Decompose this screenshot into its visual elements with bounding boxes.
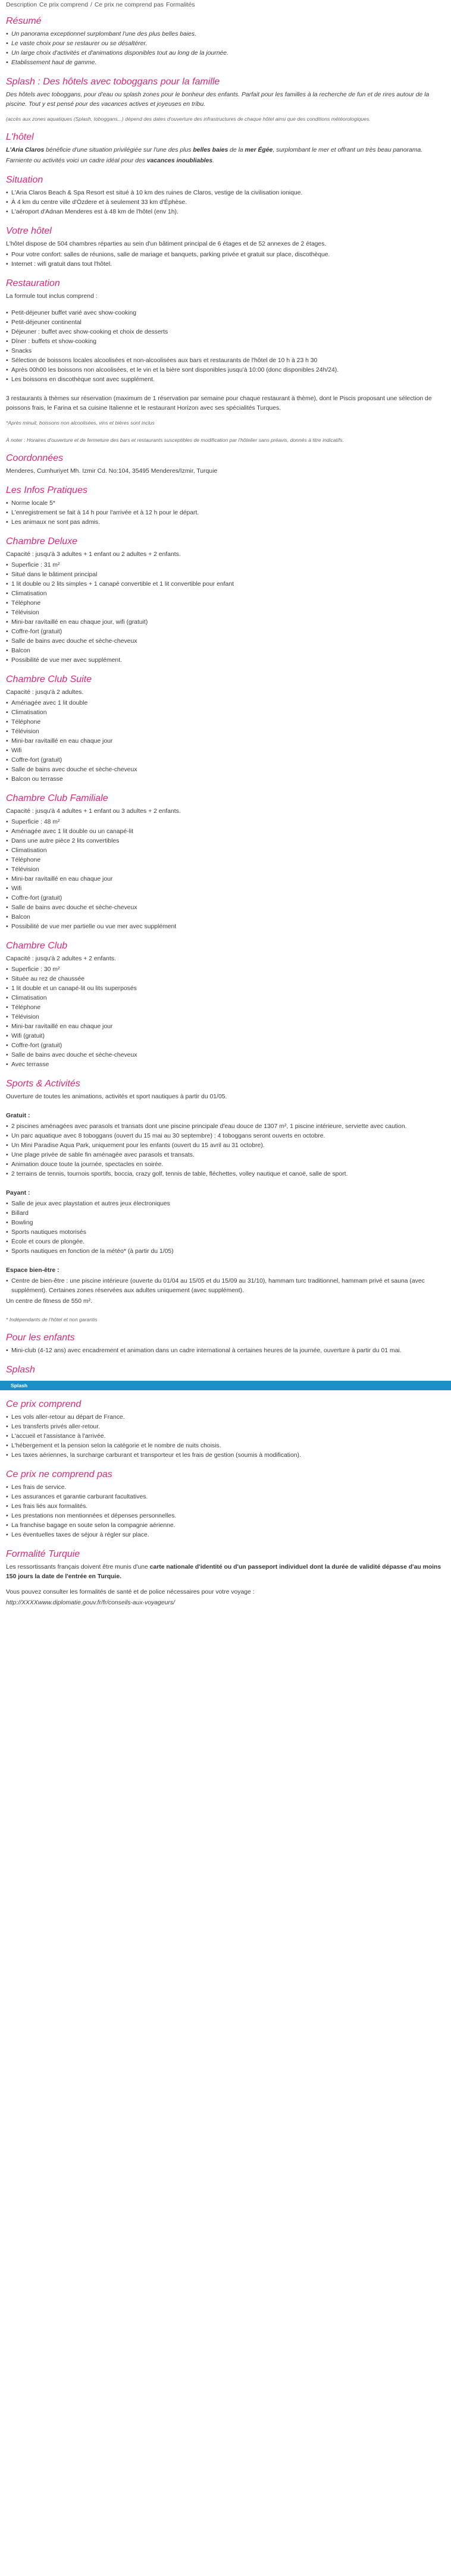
section-title-votre-hotel: Votre hôtel (6, 226, 52, 236)
sports-gratuit-list (6, 1122, 445, 1179)
splash-note: (accès aux zones aquatiques (Splash, toboggans...) dépend des dates d'ouverture des infrastructures de chaque hôtel ainsi que des conditions météorologiques. (6, 116, 371, 122)
section-title-deluxe: Chambre Deluxe (6, 536, 78, 546)
restauration-note-1: *Après minuit, boissons non alcoolisées, vins et bières sont inclus (6, 420, 155, 426)
restauration-list (6, 309, 445, 385)
enfants-list (6, 1346, 445, 1356)
club-capacite: Capacité : jusqu'à 2 adultes + 2 enfants. (6, 956, 116, 962)
list-item: • 1 lit double et un canapé-lit ou lits superposés (6, 984, 445, 994)
list-item: • Située au rez de chaussée (6, 975, 445, 984)
infos-list (6, 499, 445, 527)
list-item: • Avec terrasse (6, 1060, 445, 1070)
votre-hotel-list (6, 250, 445, 269)
sports-gratuit-label: Gratuit : (6, 1113, 30, 1119)
list-item: • La franchise bagage en soute selon la compagnie aérienne. (6, 1521, 445, 1531)
list-item: • Les animaux ne sont pas admis. (6, 518, 445, 527)
list-item: • Centre de bien-être : une piscine intérieure (ouverte du 01/04 au 15/05 et du 15/09 au 31/10), hammam turc traditionnel, hammam privé et sauna (avec supplément). Certaines zones réservées aux adultes uniquement (avec supplément). (6, 1277, 445, 1296)
list-item: • Superficie : 48 m² (6, 818, 445, 827)
list-item: • Balcon ou terrasse (6, 775, 445, 784)
section-title-restauration: Restauration (6, 278, 60, 288)
list-item: • Les prestations non mentionnées et dépenses personnelles. (6, 1512, 445, 1521)
section-title-coordonnees: Coordonnées (6, 453, 64, 463)
list-item: • Mini-bar ravitaillé en eau chaque jour, wifi (gratuit) (6, 618, 445, 627)
list-item: • Dîner : buffets et show-cooking (6, 337, 445, 347)
section-title-splash: Splash : Des hôtels avec toboggans pour la famille (6, 77, 220, 87)
restauration-intro: La formule tout inclus comprend : (6, 293, 98, 300)
hotel-text-2: Farniente ou activités voici un cadre idéal pour des vacances inoubliables. (6, 158, 215, 164)
section-title-formalite: Formalité Turquie (6, 1549, 80, 1559)
list-item: • L'aéroport d'Adnan Menderes est à 48 km de l'hôtel (env 1h). (6, 208, 445, 217)
formalite-url-link[interactable]: http://XXXXwww.diplomatie.gouv.fr/fr/conseils-aux-voyageurs/ (6, 1600, 175, 1606)
list-item: • 2 piscines aménagées avec parasols et transats dont une piscine principale d'eau douce de 1307 m², 1 piscine intérieure, serviette avec caution. (6, 1122, 445, 1132)
list-item: • Dans une autre pièce 2 lits convertibles (6, 837, 445, 846)
sports-note: * Indépendants de l'hôtel et non garantis (6, 1317, 98, 1322)
list-item: • Possibilité de vue mer partielle ou vue mer avec supplément (6, 922, 445, 932)
list-item: • Wifi (6, 746, 445, 756)
list-item: • À 4 km du centre ville d'Özdere et à seulement 33 km d'Éphèse. (6, 198, 445, 208)
section-title-ne-comprend-pas: Ce prix ne comprend pas (6, 1469, 112, 1479)
list-item: • Un Mini Paradise Aqua Park, uniquement pour les enfants (ouvert du 15 avril au 31 octobre). (6, 1141, 445, 1151)
list-item: • Petit-déjeuner continental (6, 318, 445, 328)
list-item: • Les vols aller-retour au départ de France. (6, 1413, 445, 1422)
list-item: • Un large choix d'activités et d'animations disponibles tout au long de la journée. (6, 49, 445, 58)
list-item: • Mini-club (4-12 ans) avec encadrement et animation dans un cadre international à certaines heures de la journée, ouverture à partir du 01 mai. (6, 1346, 445, 1356)
list-item: • Aménagée avec 1 lit double ou un canapé-lit (6, 827, 445, 837)
list-item: • Téléphone (6, 856, 445, 865)
list-item: • Snacks (6, 347, 445, 356)
section-title-club: Chambre Club (6, 941, 68, 951)
tab-splash[interactable]: Splash (11, 1383, 28, 1388)
list-item: • Salle de bains avec douche et sèche-cheveux (6, 1051, 445, 1060)
list-item: • Superficie : 31 m² (6, 561, 445, 570)
list-item: • Télévision (6, 1013, 445, 1022)
section-title-splash-theme: Splash (6, 1365, 35, 1375)
list-item: • Télévision (6, 608, 445, 618)
list-item: • Salle de bains avec douche et sèche-cheveux (6, 637, 445, 646)
list-item: • Déjeuner : buffet avec show-cooking et choix de desserts (6, 328, 445, 337)
formalite-link[interactable] (6, 1598, 445, 1608)
list-item: • Les éventuelles taxes de séjour à régler sur place. (6, 1531, 445, 1540)
list-item: • Les transferts privés aller-retour. (6, 1422, 445, 1432)
list-item: • Internet : wifi gratuit dans tout l'hôtel. (6, 260, 445, 269)
list-item: • Coffre-fort (gratuit) (6, 1041, 445, 1051)
ne-comprend-pas-list (6, 1483, 445, 1540)
list-item: • Téléphone (6, 718, 445, 727)
situation-list (6, 189, 445, 217)
list-item: • Après 00h00 les boissons non alcoolisées, et le vin et la bière sont disponibles jusqu'à 10:00 (donc disponibles 24h/24). (6, 366, 445, 375)
list-item: • Climatisation (6, 708, 445, 718)
list-item: • Climatisation (6, 846, 445, 856)
tab-formalites[interactable]: Formalités (165, 2, 195, 8)
hotel-text: L'Aria Claros bénéficie d'une situation privilégiée sur l'une des plus belles baies de la mer Égée, surplombant le mer et offrant un très beau panorama. (6, 147, 423, 153)
list-item: • Pour votre confort: salles de réunions, salle de mariage et banquets, parking privée et gratuit sur place, discothèque. (6, 250, 445, 260)
list-item: • Mini-bar ravitaillé en eau chaque jour (6, 737, 445, 746)
resume-list (6, 30, 445, 68)
list-item: • Coffre-fort (gratuit) (6, 627, 445, 637)
list-item: • L'Aria Claros Beach & Spa Resort est situé à 10 km des ruines de Claros, vestige de la civilisation ionique. (6, 189, 445, 198)
list-item: • Coffre-fort (gratuit) (6, 756, 445, 765)
splash-text: Des hôtels avec toboggans, pour d'eau ou splash zones pour le bonheur des enfants. Parfait pour les familles à la recherche de fun et de rires autour de la piscine. Tout y est pensé pour des vacances actives et joyeuses en tribu. (6, 92, 430, 108)
list-item: • Superficie : 30 m² (6, 965, 445, 975)
list-item: • Situé dans le bâtiment principal (6, 570, 445, 580)
list-item: • Coffre-fort (gratuit) (6, 894, 445, 903)
list-item: • Salle de jeux avec playstation et autres jeux électroniques (6, 1199, 445, 1209)
list-item: • Mini-bar ravitaillé en eau chaque jour (6, 875, 445, 884)
list-item: • Les boissons en discothèque sont avec supplément. (6, 375, 445, 385)
coordonnees-address: Menderes, Cumhuriyet Mh. Izmir Cd. No:104, 35495 Menderes/Izmir, Turquie (6, 468, 218, 475)
list-item: • Les assurances et garantie carburant facultatives. (6, 1493, 445, 1502)
list-item: • Aménagée avec 1 lit double (6, 699, 445, 708)
list-item: • Climatisation (6, 589, 445, 599)
section-title-infos: Les Infos Pratiques (6, 485, 87, 495)
sports-bien-etre-list (6, 1277, 445, 1296)
list-item: • L'enregistrement se fait à 14 h pour l'arrivée et à 12 h pour le départ. (6, 508, 445, 518)
list-item: • Billard (6, 1209, 445, 1218)
sports-intro: Ouverture de toutes les animations, activités et sport nautiques à partir du 01/05. (6, 1094, 227, 1100)
club-familiale-list (6, 818, 445, 932)
tab-ce-prix-comprend[interactable]: Ce prix comprend (39, 2, 88, 8)
list-item: • Téléphone (6, 599, 445, 608)
deluxe-capacite: Capacité : jusqu'à 3 adultes + 1 enfant ou 2 adultes + 2 enfants. (6, 551, 181, 558)
list-item: • Bowling (6, 1218, 445, 1228)
list-item: • Télévision (6, 865, 445, 875)
list-item: • Climatisation (6, 994, 445, 1003)
list-item: • Possibilité de vue mer avec supplément. (6, 656, 445, 665)
section-title-hotel: L'hôtel (6, 132, 34, 142)
tab-separator: / (90, 2, 92, 8)
list-item: • Un parc aquatique avec 8 toboggans (ouvert du 15 mai au 30 septembre) : 4 toboggans seront ouverts en octobre. (6, 1132, 445, 1141)
sports-bien-etre-label: Espace bien-être : (6, 1267, 59, 1274)
list-item: • Télévision (6, 727, 445, 737)
list-item: • Le vaste choix pour se restaurer ou se désaltérer. (6, 39, 445, 49)
tab-ce-prix-ne-comprend-pas[interactable]: Ce prix ne comprend pas (94, 2, 164, 8)
section-title-club-suite: Chambre Club Suite (6, 674, 92, 684)
votre-hotel-text: L'hôtel dispose de 504 chambres réparties au sein d'un bâtiment principal de 6 étages et de 52 annexes de 2 étages. (6, 241, 327, 247)
list-item: • 2 terrains de tennis, tournois sportifs, boccia, crazy golf, tennis de table, fléchettes, volley nautique et canoë, salle de sport. (6, 1170, 445, 1179)
list-item: • Salle de bains avec douche et sèche-cheveux (6, 903, 445, 913)
deluxe-list (6, 561, 445, 665)
sports-payant-list (6, 1199, 445, 1256)
list-item: • Animation douce toute la journée, spectacles en soirée. (6, 1160, 445, 1170)
tab-description[interactable]: Description (6, 2, 37, 8)
sports-payant-label: Payant : (6, 1190, 30, 1196)
formalite-text-2: Vous pouvez consulter les formalités de santé et de police nécessaires pour votre voyage : (6, 1589, 255, 1595)
section-title-resume: Résumé (6, 16, 42, 26)
restauration-note-2: À noter : Horaires d'ouverture et de fermeture des bars et restaurants susceptibles de modification par l'hôtelier sans préavis, donnés à titre indicatifs. (6, 437, 344, 443)
list-item: • Balcon (6, 913, 445, 922)
section-title-comprend: Ce prix comprend (6, 1399, 82, 1409)
restauration-para: 3 restaurants à thèmes sur réservation (maximum de 1 réservation par semaine pour chaque restaurant à thème), dont le Piscis proposant une sélection de poissons frais, le Farina et sa cuisine Italienne et le restaurant Horizon avec ses spécialités Turques. (6, 395, 432, 411)
list-item: • 1 lit double ou 2 lits simples + 1 canapé convertible et 1 lit convertible pour enfant (6, 580, 445, 589)
splash-tab-bar (0, 1381, 451, 1390)
list-item: • Les taxes aériennes, la surcharge carburant et transporteur et les frais de gestion (soumis à modification). (6, 1451, 445, 1460)
list-item: • Norme locale 5* (6, 499, 445, 508)
section-title-club-familiale: Chambre Club Familiale (6, 793, 108, 803)
sports-fitness: Un centre de fitness de 550 m². (6, 1298, 92, 1305)
tab-nav (6, 1, 445, 10)
list-item: • L'hébergement et la pension selon la catégorie et le nombre de nuits choisis. (6, 1441, 445, 1451)
formalite-text: Les ressortissants français doivent être munis d'une carte nationale d'identité ou d'un passeport individuel dont la durée de validité dépasse d'au moins 150 jours la date de l'entrée en Turquie. (6, 1564, 441, 1580)
list-item: • Une plage privée de sable fin aménagée avec parasols et transats. (6, 1151, 445, 1160)
list-item: • Etablissement haut de gamme. (6, 58, 445, 68)
club-suite-list (6, 699, 445, 784)
club-suite-capacite: Capacité : jusqu'à 2 adultes. (6, 689, 84, 696)
list-item: • Balcon (6, 646, 445, 656)
comprend-list (6, 1413, 445, 1460)
list-item: • Un panorama exceptionnel surplombant l'une des plus belles baies. (6, 30, 445, 39)
section-title-enfants: Pour les enfants (6, 1333, 75, 1343)
list-item: • Téléphone (6, 1003, 445, 1013)
club-list (6, 965, 445, 1070)
list-item: • Mini-bar ravitaillé en eau chaque jour (6, 1022, 445, 1032)
section-title-situation: Situation (6, 175, 43, 185)
list-item: • Wifi (gratuit) (6, 1032, 445, 1041)
list-item: • Sports nautiques en fonction de la météo* (à partir du 1/05) (6, 1247, 445, 1256)
list-item: • Les frais liés aux formalités. (6, 1502, 445, 1512)
list-item: • Les frais de service. (6, 1483, 445, 1493)
list-item: • Sélection de boissons locales alcoolisées et non-alcoolisées aux bars et restaurants de l'hôtel de 10 h à 23 h 30 (6, 356, 445, 366)
list-item: • Petit-déjeuner buffet varié avec show-cooking (6, 309, 445, 318)
list-item: • École et cours de plongée. (6, 1237, 445, 1247)
list-item: • Sports nautiques motorisés (6, 1228, 445, 1237)
club-familiale-capacite: Capacité : jusqu'à 4 adultes + 1 enfant ou 3 adultes + 2 enfants. (6, 808, 181, 815)
section-title-sports: Sports & Activités (6, 1079, 80, 1089)
list-item: • Salle de bains avec douche et sèche-cheveux (6, 765, 445, 775)
list-item: • Wifi (6, 884, 445, 894)
list-item: • L'accueil et l'assistance à l'arrivée. (6, 1432, 445, 1441)
